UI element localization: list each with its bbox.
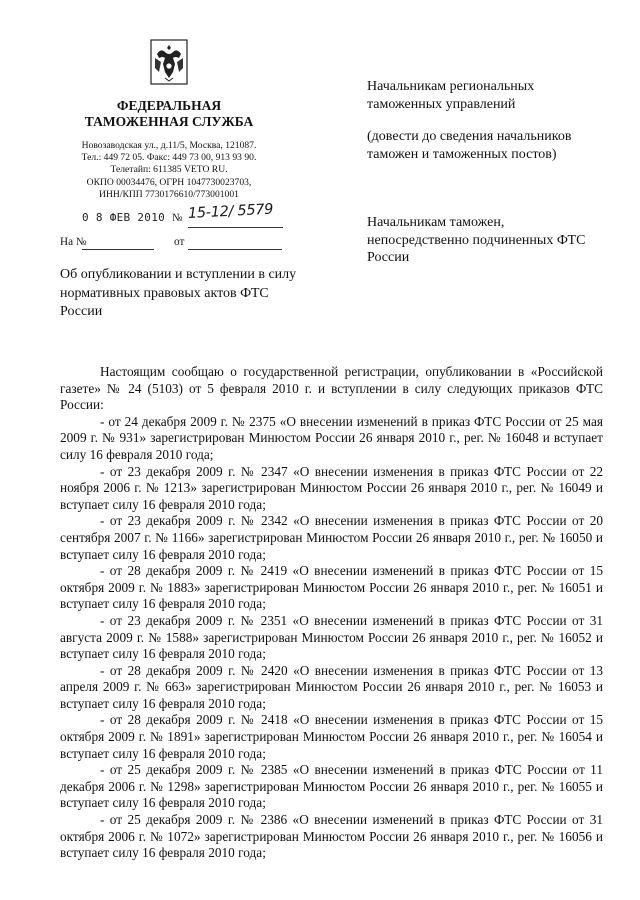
document-body [60, 364, 603, 862]
registration-number-underline [188, 227, 283, 228]
reference-line [60, 236, 290, 254]
address-line: Телетайп: 611385 VETO RU. [110, 164, 228, 176]
document-subject: Об опубликовании и вступлении в силу нормативных правовых актов ФТС России [60, 267, 297, 320]
order-list-item: - от 23 декабря 2009 г. № 2347 «О внесении изменения в приказ ФТС России от 22 ноября 2006 г. № 1213» зарегистрирован Минюстом России 26 января 2010 г., рег. № 16049 и вступает силу 16 февраля 2010 года; [60, 463, 603, 512]
order-list-item: - от 25 декабря 2009 г. № 2385 «О внесении изменений в приказ ФТС России от 11 декабря 2006 г. № 1298» зарегистрирован Минюстом России 26 января 2010 г., рег. № 16055 и вступает силу 16 февраля 2010 года; [60, 762, 603, 811]
registration-line [60, 201, 290, 230]
order-list-item: - от 28 декабря 2009 г. № 2419 «О внесении изменений в приказ ФТС России от 15 октября 2009 г. № 1883» зарегистрирован Минюстом России 26 января 2010 г., рег. № 16051 и вступает силу 16 февраля 2010 года; [60, 563, 603, 612]
reference-number-label: На № [60, 236, 87, 248]
addressee-customs-heads: Начальникам таможен, непосредственно подчиненных ФТС России [367, 215, 586, 265]
body-intro: Настоящим сообщаю о государственной регистрации, опубликовании в «Российской газете» № 24 (5103) от 5 февраля 2010 г. и вступлении в силу следующих приказов ФТС России: [60, 364, 603, 413]
address-line: Новозаводская ул., д.11/5, Москва, 121087. [81, 140, 257, 151]
double-headed-eagle-icon [145, 36, 193, 88]
order-list-item: - от 23 декабря 2009 г. № 2351 «О внесении изменений в приказ ФТС России от 31 августа 2009 г. № 1588» зарегистрирован Минюстом России 26 января 2010 г., рег. № 16052 и вступает силу 16 февраля 2010 года; [60, 612, 603, 662]
reference-date-label: от [174, 236, 185, 248]
registration-number-label: № [172, 212, 183, 224]
order-list-item: - от 24 декабря 2009 г. № 2375 «О внесении изменений в приказ ФТС России от 25 мая 2009 г. № 931» зарегистрирован Минюстом России 26 января 2010 г., рег. № 16048 и вступает силу 16 февраля 2010 года; [60, 413, 603, 462]
address-line: ОКПО 00034476, ОГРН 1047730023703, [86, 176, 252, 188]
order-list-item: - от 28 декабря 2009 г. № 2420 «О внесении изменения в приказ ФТС России от 13 апреля 2009 г. № 663» зарегистрирован Минюстом России 26 января 2010 г., рег. № 16053 и вступает силу 16 февраля 2010 года; [60, 662, 603, 711]
order-list-item: - от 28 декабря 2009 г. № 2418 «О внесении изменения в приказ ФТС России от 15 октября 2009 г. № 1891» зарегистрирован Минюстом России 26 января 2010 г., рег. № 16054 и вступает силу 16 февраля 2010 года; [60, 712, 603, 761]
organization-name [60, 98, 278, 130]
address-line: Тел.: 449 72 05. Факс: 449 73 00, 913 93 90. [81, 152, 257, 164]
reference-number-blank [82, 249, 154, 250]
org-name-line2: ТАМОЖЕННАЯ СЛУЖБА [84, 114, 254, 129]
order-list-item: - от 23 декабря 2009 г. № 2342 «О внесении изменения в приказ ФТС России от 20 сентября 2007 г. № 1166» зарегистрирован Минюстом России 26 января 2010 г., рег. № 16050 и вступает силу 16 февраля 2010 года; [60, 513, 603, 562]
registration-date-stamp: 0 8 ФЕВ 2010 [82, 211, 166, 224]
reference-date-blank [188, 249, 282, 250]
coat-of-arms-emblem [145, 36, 193, 88]
order-list-item: - от 25 декабря 2009 г. № 2386 «О внесении изменений в приказ ФТС России от 31 октября 2006 г. № 1072» зарегистрирован Минюстом России 26 января 2010 г., рег. № 16056 и вступает силу 16 февраля 2010 года; [60, 812, 603, 861]
address-line: ИНН/КПП 7730176610/773001001 [99, 188, 239, 200]
addressee-regional-offices: Начальникам региональных таможенных управлений [367, 79, 535, 112]
addressee-note: (довести до сведения начальников таможен и таможенных постов) [367, 129, 572, 162]
registration-number-handwritten: 15-12/ 5579 [187, 201, 274, 222]
organization-address [60, 140, 278, 201]
org-name-line1: ФЕДЕРАЛЬНАЯ [116, 98, 222, 113]
